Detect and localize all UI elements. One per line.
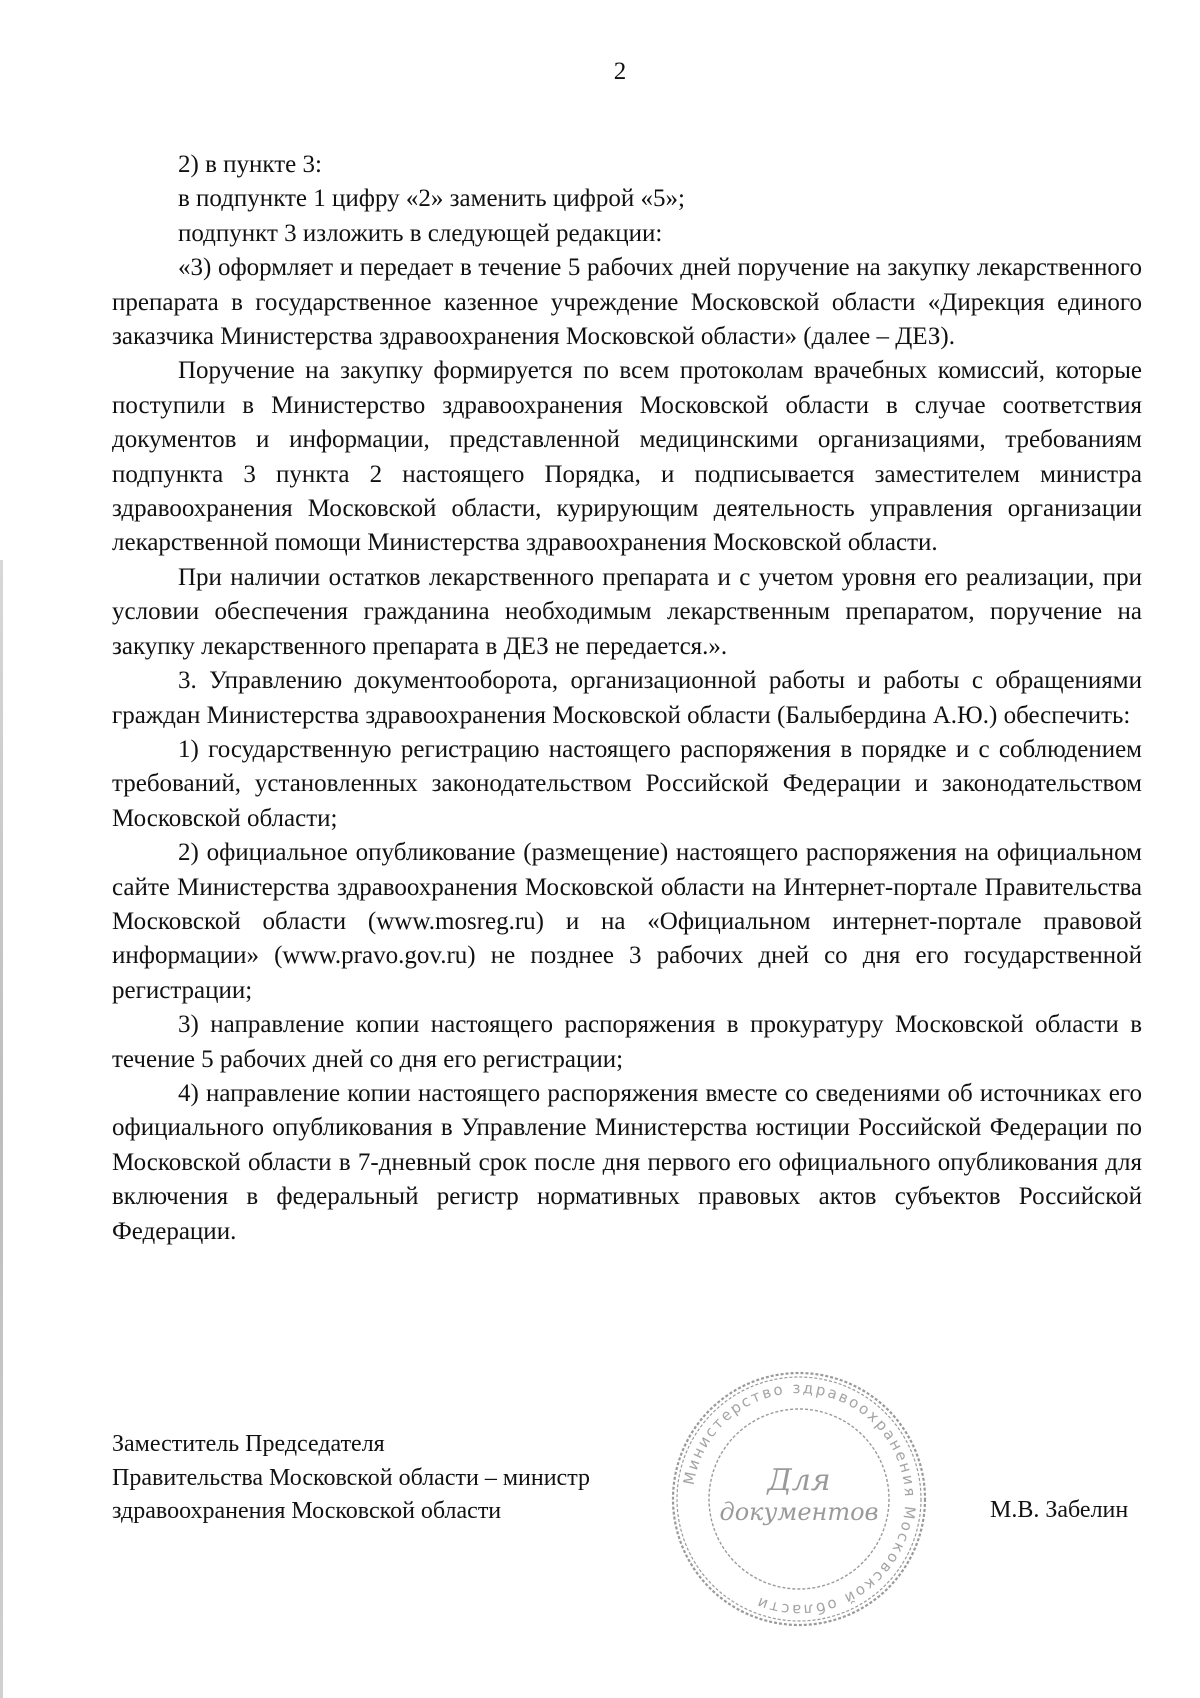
paragraph-prosecutor-copy: 3) направление копии настоящего распоряжения в прокуратуру Московской области в течение 5 рабочих дней со дня его регистрации;	[112, 1011, 1142, 1073]
paragraph-subpoint-3-text: «3) оформляет и передает в течение 5 рабочих дней поручение на закупку лекарственного препарата в государственное казенное учреждение Московской области «Дирекция единого заказчика Министерства здравоохранения Московской области» (далее – ДЕЗ).	[112, 254, 1142, 351]
paragraph-item-2-in-point-3: 2) в пункте 3:	[178, 151, 322, 178]
paragraph-state-registration: 1) государственную регистрацию настоящего распоряжения в порядке и с соблюдением требований, установленных законодательством Российской Федерации и законодательством Московской области;	[112, 735, 1142, 832]
seal-ring-text: Министерство здравоохранения Московской области	[679, 1378, 920, 1620]
signatory-name: М.В. Забелин	[990, 1497, 1129, 1523]
signatory-position	[112, 1428, 590, 1529]
paragraph-official-publication: 2) официальное опубликование (размещение) настоящего распоряжения на официальном сайте Министерства здравоохранения Московской области на Интернет-портале Правительства Московской области (www.mosreg.ru) и на «Официальном интернет-портале правовой информации» (www.pravo.gov.ru) не позднее 3 рабочих дней со дня его государственной регистрации;	[112, 839, 1142, 1004]
seal-inner-text: документов	[719, 1498, 879, 1526]
signatory-position-line: здравоохранения Московской области	[112, 1498, 502, 1524]
document-body	[112, 148, 1142, 1249]
seal-inner-text: Для	[767, 1463, 831, 1498]
paragraph-ministry-justice-copy: 4) направление копии настоящего распоряжения вместе со сведениями об источниках его официального опубликования в Управление Министерства юстиции Российской Федерации по Московской области в 7-дневный срок после дня первого его официального опубликования для включения в федеральный регистр нормативных правовых актов субъектов Российской Федерации.	[112, 1079, 1142, 1245]
page-number: 2	[613, 58, 627, 85]
paragraph-subpoint-3-intro: подпункт 3 изложить в следующей редакции:	[178, 219, 663, 247]
paragraph-purchase-order: Поручение на закупку формируется по всем протоколам врачебных комиссий, которые поступили в Министерство здравоохранения Московской области в случае соответствия документов и информации, представленной медицинскими организациями, требованиям подпункта 3 пункта 2 настоящего Порядка, и подписывается заместителем министра здравоохранения Московской области, курирующим деятельность управления организации лекарственной помощи Министерства здравоохранения Московской области.	[112, 357, 1142, 557]
scan-edge-shadow	[0, 560, 3, 1698]
signatory-position-line: Правительства Московской области – министр	[112, 1464, 590, 1491]
round-seal-icon	[668, 1368, 930, 1630]
paragraph-remaining-stock: При наличии остатков лекарственного препарата и с учетом уровня его реализации, при условии обеспечения гражданина необходимым лекарственным препаратом, поручение на закупку лекарственного препарата в ДЕЗ не передается.».	[112, 563, 1142, 660]
paragraph-point-3-department: 3. Управлению документооборота, организационной работы и работы с обращениями граждан Министерства здравоохранения Московской области (Балыбердина А.Ю.) обеспечить:	[112, 667, 1142, 729]
paragraph-subpoint-1-change: в подпункте 1 цифру «2» заменить цифрой «5»;	[178, 185, 685, 213]
signatory-position-line: Заместитель Председателя	[112, 1431, 385, 1457]
